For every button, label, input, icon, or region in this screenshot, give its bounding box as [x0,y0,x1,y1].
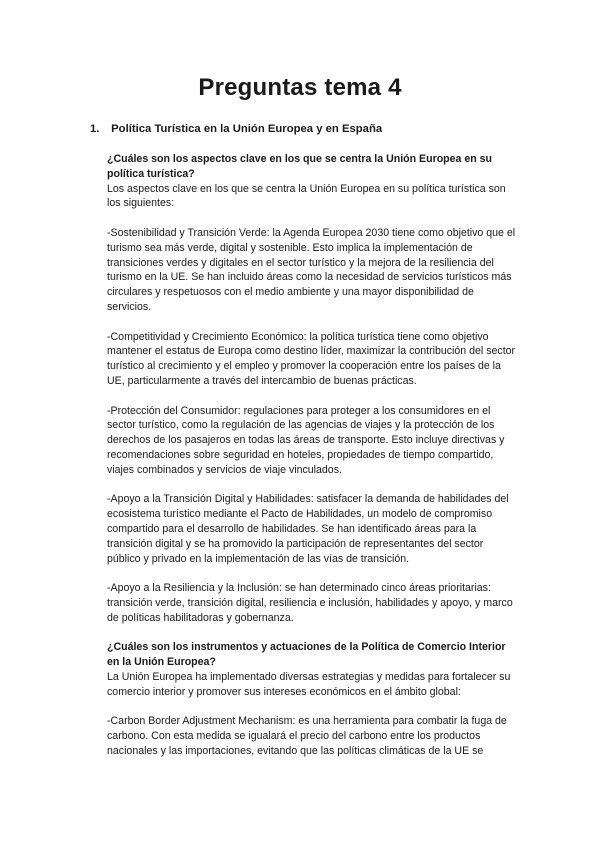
answer-1-item: -Protección del Consumidor: regulaciones para proteger a los consumidores en el sector turístico, como la regulación de las agencias de viajes y la protección de los derechos de los pasajeros en todas las áreas de transporte. Esto incluye directivas y recomendaciones sobre seguridad en hoteles, propiedades de tiempo compartido, viajes combinados y servicios de viaje vinculados. [107,404,505,476]
answer-1-intro: Los aspectos clave en los que se centra la Unión Europea en su política turística son los siguientes: [107,182,506,210]
answer-1-item: -Apoyo a la Transición Digital y Habilidades: satisfacer la demanda de habilidades del ecosistema turístico mediante el Pacto de Habilidades, un modelo de compromiso compartido para el desarrollo de habilidades. Se han identificado áreas para la transición digital y se ha promovido la participación de representantes del sector público y privado en la implementación de las vías de transición. [107,493,509,565]
answer-1-item: -Sostenibilidad y Transición Verde: la Agenda Europea 2030 tiene como objetivo que el turismo sea más verde, digital y sostenible. Esto implica la implementación de transiciones verdes y digitales en el sector turístico y la mejora de la resiliencia del turismo en la UE. Se han incluido áreas como la necesidad de servicios turísticos más circulares y respetuosos con el medio ambiente y una mayor disponibilidad de servicios. [107,226,516,313]
answer-2-item: -Carbon Border Adjustment Mechanism: es una herramienta para combatir la fuga de carbono. Con esta medida se igualará el precio del carbono entre los productos nacionales y las importaciones, evitando que las políticas climáticas de la UE se [107,715,507,757]
answer-1-item: -Competitividad y Crecimiento Económico: la política turística tiene como objetivo mantener el estatus de Europa como destino líder, maximizar la contribución del sector turístico al crecimiento y el empleo y promover la cooperación entre los países de la UE, particularmente a través del intercambio de buenas prácticas. [107,330,516,387]
section-label: Política Turística en la Unión Europea y en España [111,123,383,135]
answer-2-intro: La Unión Europea ha implementado diversas estrategias y medidas para fortalecer su comercio interior y promover sus intereses económicos en el ámbito global: [107,670,511,698]
section-heading [90,123,382,135]
question-1: ¿Cuáles son los aspectos clave en los que se centra la Unión Europea en su política turística? [107,153,493,180]
section-number: 1. [90,123,100,135]
page-title: Preguntas tema 4 [198,74,402,101]
question-2: ¿Cuáles son los instrumentos y actuaciones de la Política de Comercio Interior en la Unión Europea? [107,641,506,669]
document-body [107,152,517,759]
answer-1-item: -Apoyo a la Resiliencia y la Inclusión: se han determinado cinco áreas prioritarias: transición verde, transición digital, resiliencia e inclusión, habilidades y apoyo, y marco de políticas habilitadoras y gobernanza. [107,582,513,624]
